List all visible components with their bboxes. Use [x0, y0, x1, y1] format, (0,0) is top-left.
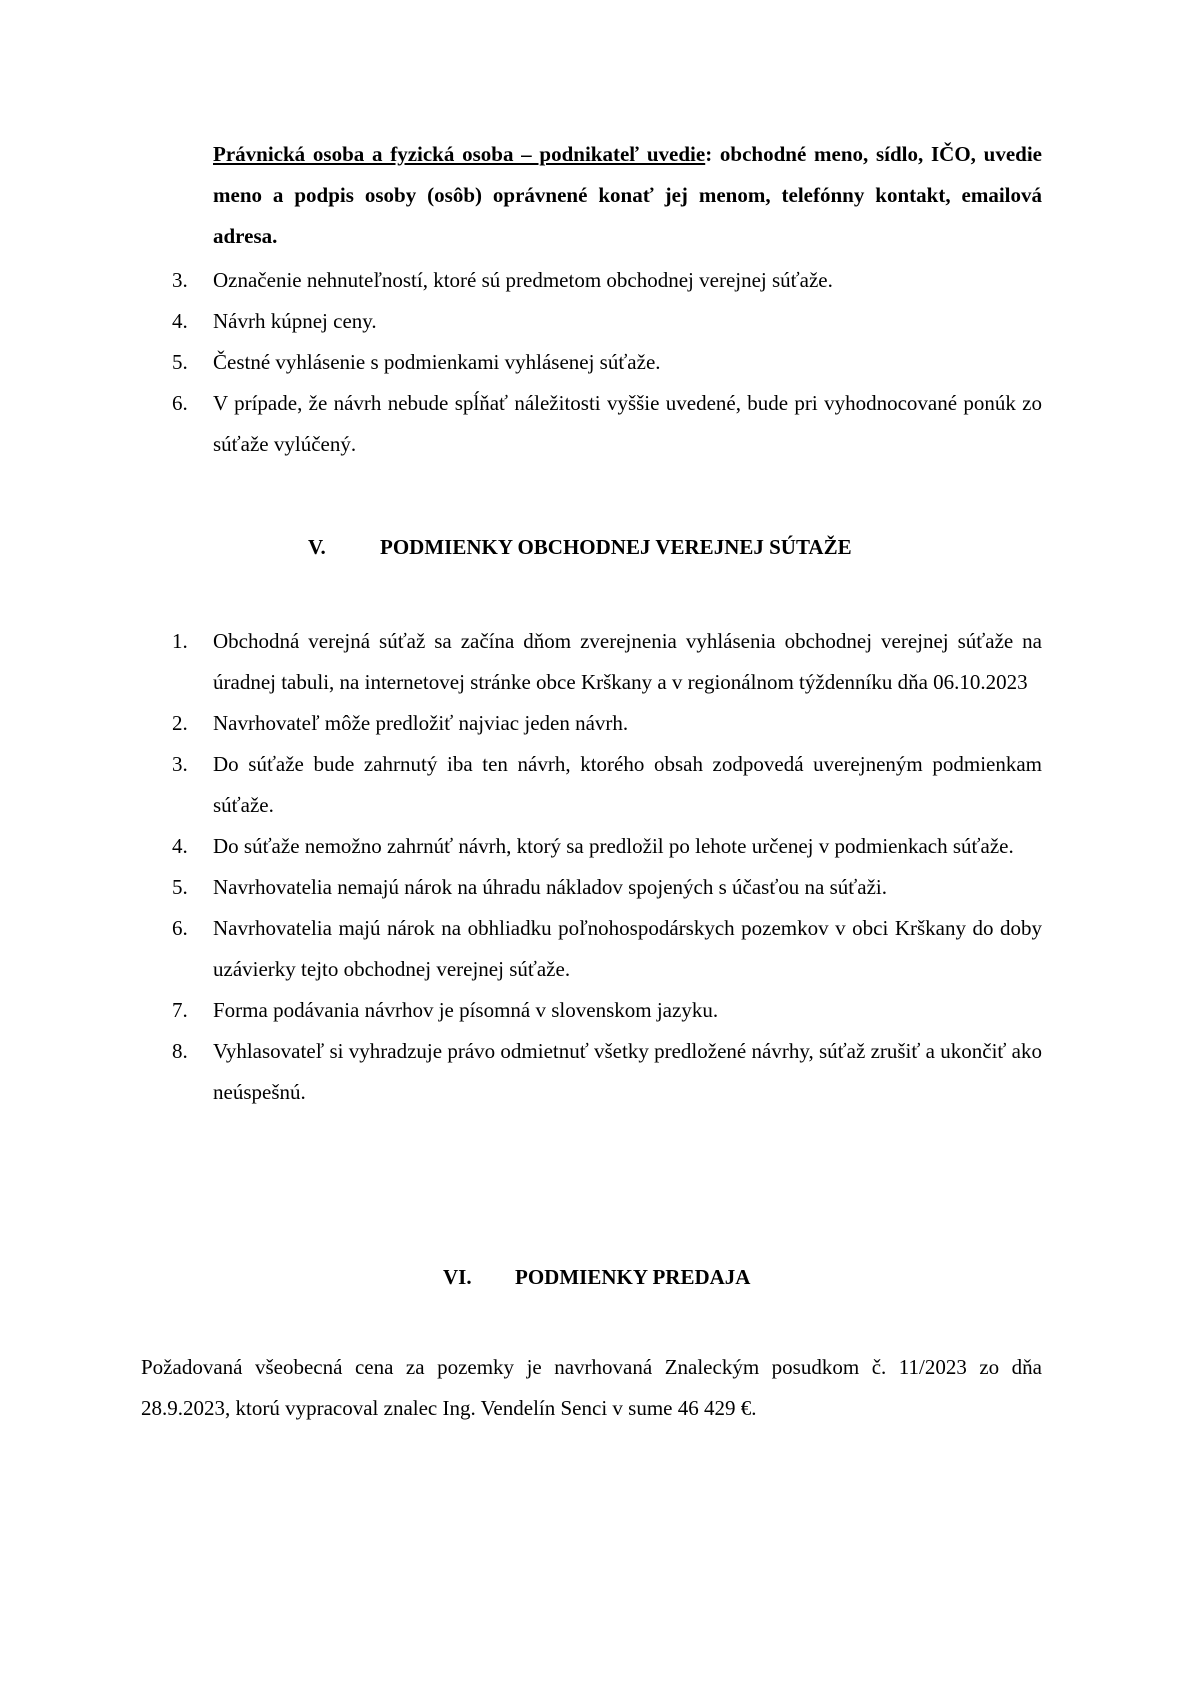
list-item [172, 867, 1042, 908]
list-item [172, 703, 1042, 744]
section-title: PODMIENKY PREDAJA [515, 1265, 751, 1289]
list-item-number: 5. [172, 350, 188, 374]
list-item-text: Označenie nehnuteľností, ktoré sú predmetom obchodnej verejnej súťaže. [213, 268, 833, 292]
list-item [172, 826, 1042, 867]
list-item-text: Vyhlasovateľ si vyhradzuje právo odmietnuť všetky predložené návrhy, súťaž zrušiť a ukončiť ako neúspešnú. [213, 1039, 1042, 1104]
list-item-text: Návrh kúpnej ceny. [213, 309, 377, 333]
list-item-number: 6. [172, 391, 188, 415]
list-item-number: 4. [172, 309, 188, 333]
list-item [172, 260, 1042, 301]
competition-conditions-list [172, 621, 1042, 1113]
section-number: V. [308, 535, 326, 559]
list-item-number: 3. [172, 752, 188, 776]
list-item-text: V prípade, že návrh nebude spĺňať náležitosti vyššie uvedené, bude pri vyhodnocované ponúk zo súťaže vylúčený. [213, 391, 1042, 456]
section-heading-vi [443, 1257, 750, 1298]
list-item-number: 6. [172, 916, 188, 940]
list-item [172, 1031, 1042, 1113]
intro-paragraph [213, 134, 1042, 257]
intro-details: : obchodné meno, sídlo, IČO, uvedie meno a podpis osoby (osôb) oprávnené konať jej menom, telefónny kontakt, emailová adresa. [213, 142, 1042, 248]
section-heading-v [308, 527, 852, 568]
list-item-number: 8. [172, 1039, 188, 1063]
list-item [172, 744, 1042, 826]
list-item-text: Navrhovateľ môže predložiť najviac jeden návrh. [213, 711, 629, 735]
list-item [172, 301, 1042, 342]
requirements-list [172, 260, 1042, 465]
list-item [172, 383, 1042, 465]
list-item-text: Do súťaže bude zahrnutý iba ten návrh, ktorého obsah zodpovedá uverejneným podmienkam súťaže. [213, 752, 1042, 817]
list-item-number: 4. [172, 834, 188, 858]
section-number: VI. [443, 1265, 472, 1289]
list-item-text: Do súťaže nemožno zahrnúť návrh, ktorý sa predložil po lehote určenej v podmienkach súťaže. [213, 834, 1014, 858]
intro-underlined-label: Právnická osoba a fyzická osoba – podnikateľ uvedie [213, 142, 706, 166]
list-item-text: Obchodná verejná súťaž sa začína dňom zverejnenia vyhlásenia obchodnej verejnej súťaže na úradnej tabuli, na internetovej stránke obce Krškany a v regionálnom týždenníku dňa 06.10.2023 [213, 629, 1042, 694]
list-item-number: 2. [172, 711, 188, 735]
list-item [172, 621, 1042, 703]
list-item-number: 1. [172, 629, 188, 653]
list-item-text: Navrhovatelia majú nárok na obhliadku poľnohospodárskych pozemkov v obci Krškany do doby uzávierky tejto obchodnej verejnej súťaže. [213, 916, 1042, 981]
list-item-number: 7. [172, 998, 188, 1022]
section-title: PODMIENKY OBCHODNEJ VEREJNEJ SÚTAŽE [380, 535, 852, 559]
list-item-number: 5. [172, 875, 188, 899]
list-item [172, 342, 1042, 383]
list-item [172, 990, 1042, 1031]
price-paragraph: Požadovaná všeobecná cena za pozemky je navrhovaná Znaleckým posudkom č. 11/2023 zo dňa 28.9.2023, ktorú vypracoval znalec Ing. Vendelín Senci v sume 46 429 €. [141, 1355, 1042, 1420]
list-item [172, 908, 1042, 990]
list-item-text: Čestné vyhlásenie s podmienkami vyhlásenej súťaže. [213, 350, 661, 374]
list-item-text: Forma podávania návrhov je písomná v slovenskom jazyku. [213, 998, 719, 1022]
list-item-text: Navrhovatelia nemajú nárok na úhradu nákladov spojených s účasťou na súťaži. [213, 875, 887, 899]
list-item-number: 3. [172, 268, 188, 292]
